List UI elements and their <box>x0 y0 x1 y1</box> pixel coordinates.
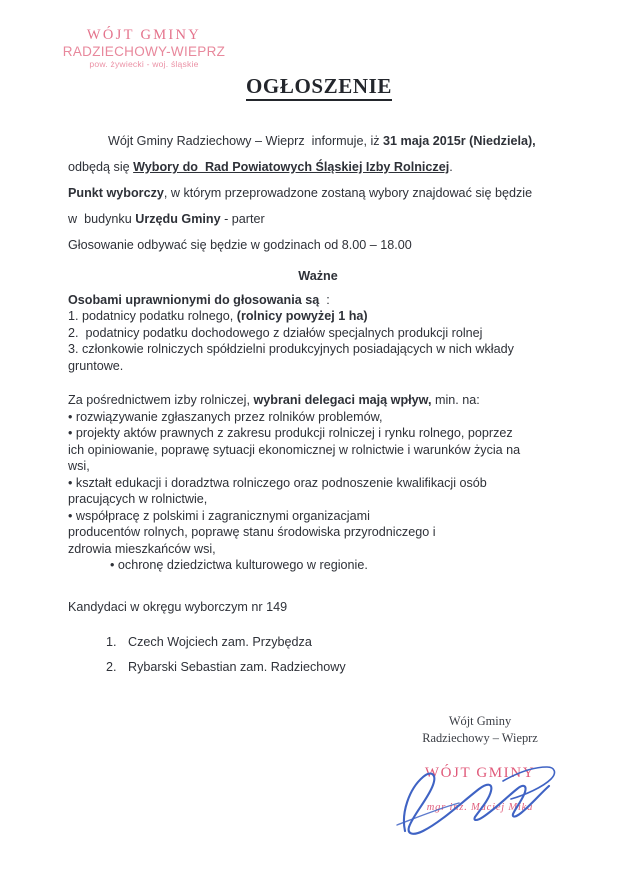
polling-place-paragraph <box>68 180 568 258</box>
list-item: 2. Rybarski Sebastian zam. Radziechowy <box>120 661 568 674</box>
polling-point-bold: Punkt wyborczy <box>68 186 164 200</box>
polling-line-1 <box>68 180 568 206</box>
delegates-influence-block <box>68 392 568 574</box>
election-name-emphasis: Wybory do Rad Powiatowych Śląskiej Izby Rolniczej <box>133 160 450 174</box>
delegates-bullet-4: • współpracę z polskimi i zagranicznymi organizacjami <box>68 508 370 523</box>
eligible-heading-bold: Osobami uprawnionymi do głosowania są <box>68 292 320 307</box>
delegates-bullet-1: • rozwiązywanie zgłaszanych przez rolników problemów, <box>68 409 383 424</box>
intro-date-bold: 31 maja 2015r (Niedziela), <box>383 134 536 148</box>
delegates-intro-post: min. na: <box>431 393 480 408</box>
delegates-intro <box>68 392 568 409</box>
important-heading: Ważne <box>298 269 338 283</box>
eligible-voters-block <box>68 292 568 375</box>
eligible-item-3-cont: gruntowe. <box>68 358 124 373</box>
polling-line-2 <box>68 206 568 232</box>
intro-line-1 <box>68 128 568 154</box>
signature-caption <box>380 713 580 747</box>
header-office-stamp <box>44 27 244 70</box>
intro-line-2-text: odbędą się <box>68 160 134 174</box>
signature-stamp-area <box>385 765 575 845</box>
signature-caption-line1: Wójt Gminy <box>448 714 512 728</box>
header-stamp-line2: RADZIECHOWY-WIEPRZ <box>62 44 226 60</box>
delegates-bullet-4-cont-1: producentów rolnych, poprawę stanu środowiska przyrodniczego i <box>68 525 436 540</box>
delegates-intro-bold: wybrani delegaci mają wpływ, <box>253 393 432 408</box>
delegates-bullet-2-cont-1: ich opiniowanie, poprawę sytuacji ekonomicznej w rolnictwie i warunków życia na <box>68 442 521 457</box>
eligible-item-3: 3. członkowie rolniczych spółdzielni produkcyjnych posiadających w nich wkłady <box>68 342 514 357</box>
eligible-heading <box>68 292 568 309</box>
signature-caption-line2: Radziechowy – Wieprz <box>422 731 538 745</box>
intro-paragraph <box>68 128 568 180</box>
delegates-bullet-3-cont: pracujących w rolnictwie, <box>68 492 208 507</box>
delegates-bullet-2-cont-2: wsi, <box>68 459 90 474</box>
document-body <box>68 128 568 687</box>
list-item: 1. Czech Wojciech zam. Przybędza <box>120 636 568 649</box>
signature-red-stamp <box>385 765 575 813</box>
intro-line-2 <box>68 154 568 180</box>
signature-stamp-name: mgr inż. Maciej Mika <box>426 802 534 813</box>
office-name-bold: Urzędu Gminy <box>135 212 221 226</box>
page-title <box>0 74 638 99</box>
candidates-list <box>68 636 568 674</box>
polling-line-2-pre: w budynku <box>68 212 136 226</box>
polling-line-1-rest: , w którym przeprowadzone zostaną wybory znajdować się będzie <box>163 186 533 200</box>
delegates-intro-pre: Za pośrednictwem izby rolniczej, <box>68 393 254 408</box>
eligible-item-1-text: 1. podatnicy podatku rolnego, <box>68 309 237 324</box>
delegates-bullet-3: • kształt edukacji i doradztwa rolniczego oraz podnoszenie kwalifikacji osób <box>68 475 487 490</box>
voting-hours-line: Głosowanie odbywać się będzie w godzinach od 8.00 – 18.00 <box>68 238 412 252</box>
signature-stamp-title: WÓJT GMINY <box>424 765 536 781</box>
delegates-bullet-5: • ochronę dziedzictwa kulturowego w regionie. <box>110 558 368 573</box>
eligible-heading-rest: : <box>319 292 330 307</box>
polling-line-2-post: - parter <box>220 212 265 226</box>
candidates-heading: Kandydaci w okręgu wyborczym nr 149 <box>68 599 288 614</box>
delegates-bullet-2: • projekty aktów prawnych z zakresu produkcji rolniczej i rynku rolnego, poprzez <box>68 426 513 441</box>
header-stamp-line1: WÓJT GMINY <box>86 27 202 43</box>
intro-line-2-period: . <box>449 160 453 174</box>
intro-line-1-text: Wójt Gminy Radziechowy – Wieprz informuje, iż <box>108 134 384 148</box>
page-title-text: OGŁOSZENIE <box>246 74 392 101</box>
eligible-item-1 <box>68 308 568 325</box>
eligible-item-2: 2. podatnicy podatku dochodowego z działów specjalnych produkcji rolnej <box>68 325 483 340</box>
delegates-bullet-4-cont-2: zdrowia mieszkańców wsi, <box>68 541 216 556</box>
eligible-item-1-bold: (rolnicy powyżej 1 ha) <box>236 309 368 324</box>
header-stamp-line3: pow. żywiecki - woj. śląskie <box>89 59 199 70</box>
